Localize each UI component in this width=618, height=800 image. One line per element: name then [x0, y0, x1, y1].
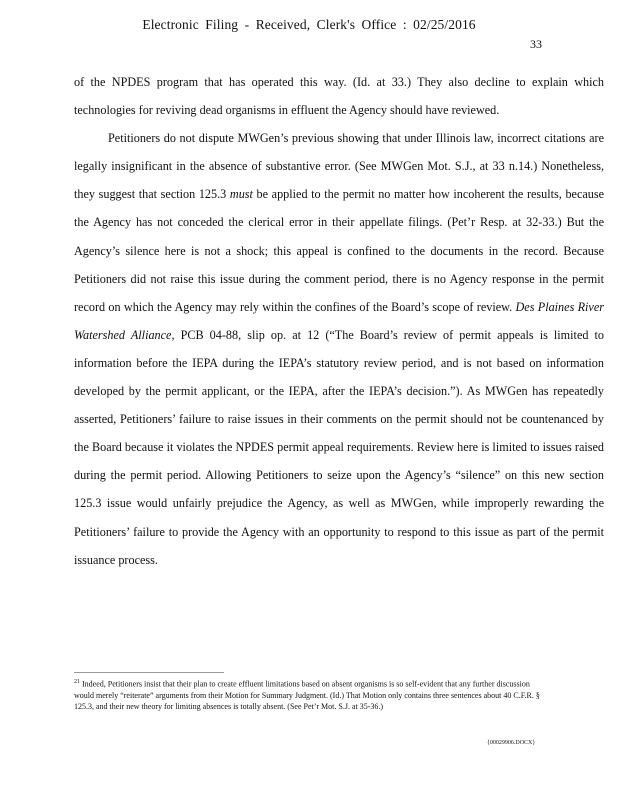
- body-text: [74, 68, 604, 574]
- paragraph-2: [74, 124, 604, 574]
- paragraph-2-text-2: be applied to the permit no matter how incoherent the results, because the Agency has not conceded the clerical error in their appellate filings. (Pet’r Resp. at 32-33.) But the Agency’s silence here is not a shock; this appeal is confined to the documents in the record. Because Petitioners did not raise this issue during the comment period, there is no Agency response in the permit record on which the Agency may rely within the confines of the Board’s scope of review.: [74, 187, 605, 314]
- emphasis-must: must: [229, 187, 253, 202]
- footnote: [74, 677, 544, 712]
- page-number: 33: [530, 37, 542, 51]
- footnote-separator: [74, 672, 224, 673]
- document-id: {00029906.DOCX}: [487, 740, 536, 746]
- paragraph-1: of the NPDES program that has operated this way. (Id. at 33.) They also decline to explain which technologies for reviving dead organisms in effluent the Agency should have reviewed.: [74, 75, 604, 118]
- footnote-text: Indeed, Petitioners insist that their plan to create effluent limitations based on absent organisms is so self-evident that any further discussion would merely “reiterate” arguments from their Motion for Summary Judgment. (Id.) That Motion only contains three sentences about 40 C.F.R. § 125.3, and their new theory for limiting absences is totally absent. (See Pet’r Mot. S.J. at 35-36.): [74, 679, 540, 711]
- footnote-number: 21: [74, 679, 80, 685]
- paragraph-2-text-3: , PCB 04-88, slip op. at 12 (“The Board’s review of permit appeals is limited to information before the IEPA during the IEPA’s statutory review period, and is not based on information developed by the permit applicant, or the IEPA, after the IEPA’s decision.”). As MWGen has repeatedly asserted, Petitioners’ failure to raise issues in their comments on the permit should not be countenanced by the Board because it violates the NPDES permit appeal requirements. Review here is limited to issues raised during the permit period. Allowing Petitioners to seize upon the Agency’s “silence” on this new section 125.3 issue would unfairly prejudice the Agency, as well as MWGen, while improperly rewarding the Petitioners’ failure to provide the Agency with an opportunity to respond to this issue as part of the permit issuance process.: [74, 327, 604, 567]
- filing-stamp-header: Electronic Filing - Received, Clerk's Office : 02/25/2016: [142, 17, 476, 32]
- paragraph-2-text-1: Petitioners do not dispute MWGen’s previous showing that under Illinois law, incorrect citations are legally insignificant in the absence of substantive error. (See MWGen Mot. S.J., at 33 n.14.) Nonetheless, they suggest that section 125.3: [74, 131, 604, 202]
- case-citation: Des Plaines River Watershed Alliance: [74, 299, 604, 342]
